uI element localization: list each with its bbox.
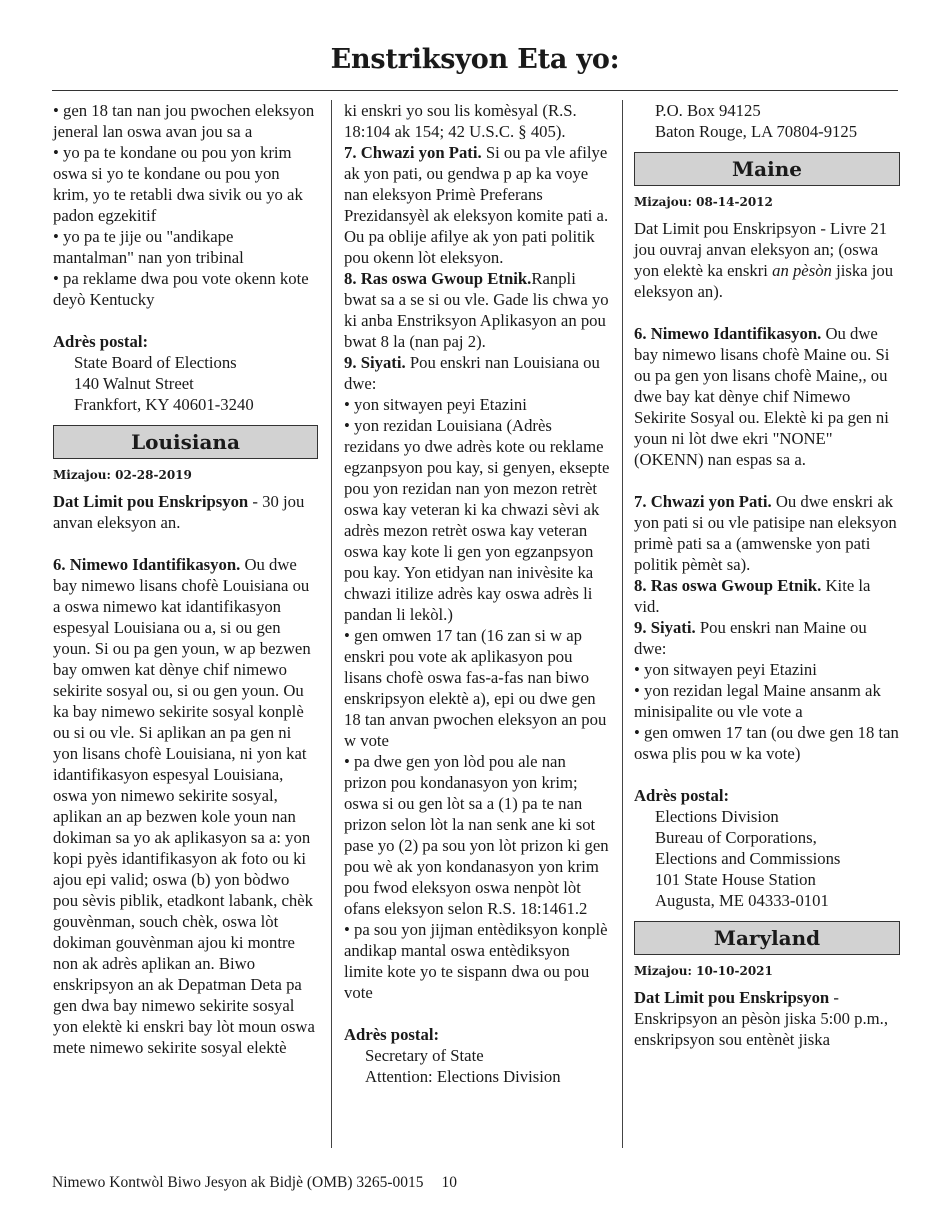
column-2 [344, 100, 610, 1087]
maine-heading: Maine [634, 152, 900, 186]
maine-mail-line: 101 State House Station [655, 870, 816, 889]
kentucky-mail-label: Adrès postal: [53, 332, 149, 351]
louisiana-revised: Mizajou: 02-28-2019 [53, 468, 192, 482]
maryland-deadline: Dat Limit pou Enskripsyon - Enskripsyon an pèsòn jiska 5:00 p.m., enskripsyon sou entènèt jiska [634, 988, 889, 1049]
kentucky-bullet: • gen 18 tan nan jou pwochen eleksyon jeneral lan oswa avan jou sa a [53, 101, 315, 141]
louisiana-party: 7. Chwazi yon Pati. Si ou pa vle afilye ak yon pati, ou gendwa p ap ka voye nan eleksyon Primè Preferans Prezidansyèl ak eleksyon komite pati a. Ou pa oblije afilye ak yon pati politik pou okenn lòt eleksyon. [344, 143, 609, 267]
louisiana-bullet: • gen omwen 17 tan (16 zan si w ap enskri pou vote ak aplikasyon pou lisans chofè oswa fas-a-fas nan biwo enskripsyon elektè a), epi ou dwe gen 18 tan anvan pwochen eleksyon an pou w vote [344, 626, 607, 750]
louisiana-mail-line: Baton Rouge, LA 70804-9125 [655, 122, 858, 141]
maine-mail-line: Augusta, ME 04333-0101 [655, 891, 829, 910]
maine-id-number: 6. Nimewo Idantifikasyon. Ou dwe bay nimewo lisans chofè Maine ou. Si ou pa gen yon lisans chofè Maine,, ou dwe bay kat dènye chif Nimewo Sekirite Sosyal ou. Elektè ki pa gen ni youn ni lòt dwe ekri "NONE" (OKENN) nan espas sa a. [634, 324, 890, 469]
louisiana-deadline: Dat Limit pou Enskripsyon - 30 jou anvan eleksyon an. [53, 492, 305, 532]
kentucky-bullet: • yo pa te jije ou "andikape mantalman" nan yon tribinal [53, 227, 244, 267]
title-rule [52, 90, 898, 91]
maine-mail-line: Elections Division [655, 807, 779, 826]
kentucky-mail-line: State Board of Elections [74, 353, 237, 372]
louisiana-mail-line: Attention: Elections Division [365, 1067, 561, 1086]
kentucky-mail-line: Frankfort, KY 40601-3240 [74, 395, 254, 414]
louisiana-bullet: • yon rezidan Louisiana (Adrès rezidans yo dwe adrès kote ou reklame egzanpsyon pou kay, si genyen, eksepte pou yon rezidan nan yon mezon retrèt oswa kay veteran ki ka chwazi sèvi ak adrès mezon retrèt oswa kay veteran oswa kay kote li gen yon egzanpsyon pou kay. Yon etidyan nan inivèsite ka chwazi itilize adrès kay oswa adrès li pandan li lekòl.) [344, 416, 610, 624]
maine-bullet: • gen omwen 17 tan (ou dwe gen 18 tan oswa plis pou w ka vote) [634, 723, 899, 763]
column-divider-1 [331, 100, 332, 1148]
louisiana-mail-line: P.O. Box 94125 [655, 101, 761, 120]
page-number: 10 [441, 1174, 458, 1191]
maine-signature: 9. Siyati. Pou enskri nan Maine ou dwe: [634, 618, 867, 658]
kentucky-mail-line: 140 Walnut Street [74, 374, 194, 393]
louisiana-bullet: • pa sou yon jijman entèdiksyon konplè andikap mantal oswa entèdiksyon limite kote yo te sispann dwa ou pou vote [344, 920, 608, 1002]
footer-omb-text: Nimewo Kontwòl Biwo Jesyon ak Bidjè (OMB) 3265-0015 [52, 1174, 424, 1191]
louisiana-mail-label: Adrès postal: [344, 1025, 440, 1044]
louisiana-race: 8. Ras oswa Gwoup Etnik.Ranpli bwat sa a se si ou vle. Gade lis chwa yo ki anba Enstriksyon Aplikasyon an pou bwat 8 la (nan paj 2). [344, 269, 609, 351]
column-3 [634, 100, 900, 1050]
page-title: Enstriksyon Eta yo: [330, 44, 620, 75]
louisiana-bullet: • pa dwe gen yon lòd pou ale nan prizon pou kondanasyon yon krim; oswa si ou gen lòt sa a (1) pa te nan prizon selon lòt la nan senk ane ki sot pase yo (2) pa sou yon lòt prizon ki gen pou wè ak yon kondanasyon yon krim pou fwod eleksyon oswa nenpòt lòt ofans eleksyon selon R.S. 18:1461.2 [344, 752, 609, 918]
louisiana-id-cont: ki enskri yo sou lis komèsyal (R.S. 18:104 ak 154; 42 U.S.C. § 405). [344, 101, 577, 141]
maine-bullet: • yon rezidan legal Maine ansanm ak minisipalite ou vle vote a [634, 681, 881, 721]
column-divider-2 [622, 100, 623, 1148]
maine-party: 7. Chwazi yon Pati. Ou dwe enskri ak yon pati si ou vle patisipe nan eleksyon primè pati sa a (amwenske yon pati politik pèmèt sa). [634, 492, 897, 574]
maine-deadline: Dat Limit pou Enskripsyon - Livre 21 jou ouvraj anvan eleksyon an; (oswa yon elektè ka enskri an pèsòn jiska jou eleksyon an). [634, 219, 894, 301]
maine-revised: Mizajou: 08-14-2012 [634, 195, 773, 209]
column-1 [53, 100, 318, 1058]
louisiana-id-number: 6. Nimewo Idantifikasyon. Ou dwe bay nimewo lisans chofè Louisiana ou a oswa nimewo kat idantifikasyon espesyal Louisiana ou a, si ou gen youn. Si ou pa gen youn, w ap bezwen bay omwen kat dènye chif nimewo sekirite sosyal ou, si ou gen youn. Ou ka bay nimewo sekirite sosyal konplè ou si ou vle. Si aplikan an pa gen ni yon lisans chofè Louisiana, ni yon kat idantifikasyon espesyal Louisiana, oswa yon nimewo sekirite sosyal, aplikan an ap bezwen kole youn nan dokiman sa yo ak aplikasyon sa a: yon kopi pyès idantifikasyon ak foto ou ki ajou epi valid; oswa (b) yon bòdwo pou sèvis piblik, etadkont labank, chèk gouvènman, souch chèk, oswa lòt dokiman gouvènman ajou ki montre non ak adrès aplikan an. Biwo enskripsyon an ak Depatman Deta pa gen dwa bay nimewo sekirite sosyal yon elektè ki enskri bay lòt moun oswa mete nimewo sekirite sosyal elektè [53, 555, 315, 1057]
maine-bullet: • yon sitwayen peyi Etazini [634, 660, 817, 679]
maine-mail-label: Adrès postal: [634, 786, 730, 805]
maryland-revised: Mizajou: 10-10-2021 [634, 964, 773, 978]
louisiana-heading: Louisiana [53, 425, 318, 459]
maine-mail-line: Elections and Commissions [655, 849, 841, 868]
louisiana-mail-line: Secretary of State [365, 1046, 484, 1065]
kentucky-bullet: • pa reklame dwa pou vote okenn kote deyò Kentucky [53, 269, 309, 309]
kentucky-bullet: • yo pa te kondane ou pou yon krim oswa si yo te kondane ou pou yon krim, yo te retabli dwa sivik ou yo ak padon egzekitif [53, 143, 303, 225]
maine-race: 8. Ras oswa Gwoup Etnik. Kite la vid. [634, 576, 871, 616]
maine-mail-line: Bureau of Corporations, [655, 828, 817, 847]
maryland-heading: Maryland [634, 921, 900, 955]
page-footer [52, 1174, 457, 1192]
louisiana-bullet: • yon sitwayen peyi Etazini [344, 395, 527, 414]
louisiana-signature: 9. Siyati. Pou enskri nan Louisiana ou dwe: [344, 353, 600, 393]
